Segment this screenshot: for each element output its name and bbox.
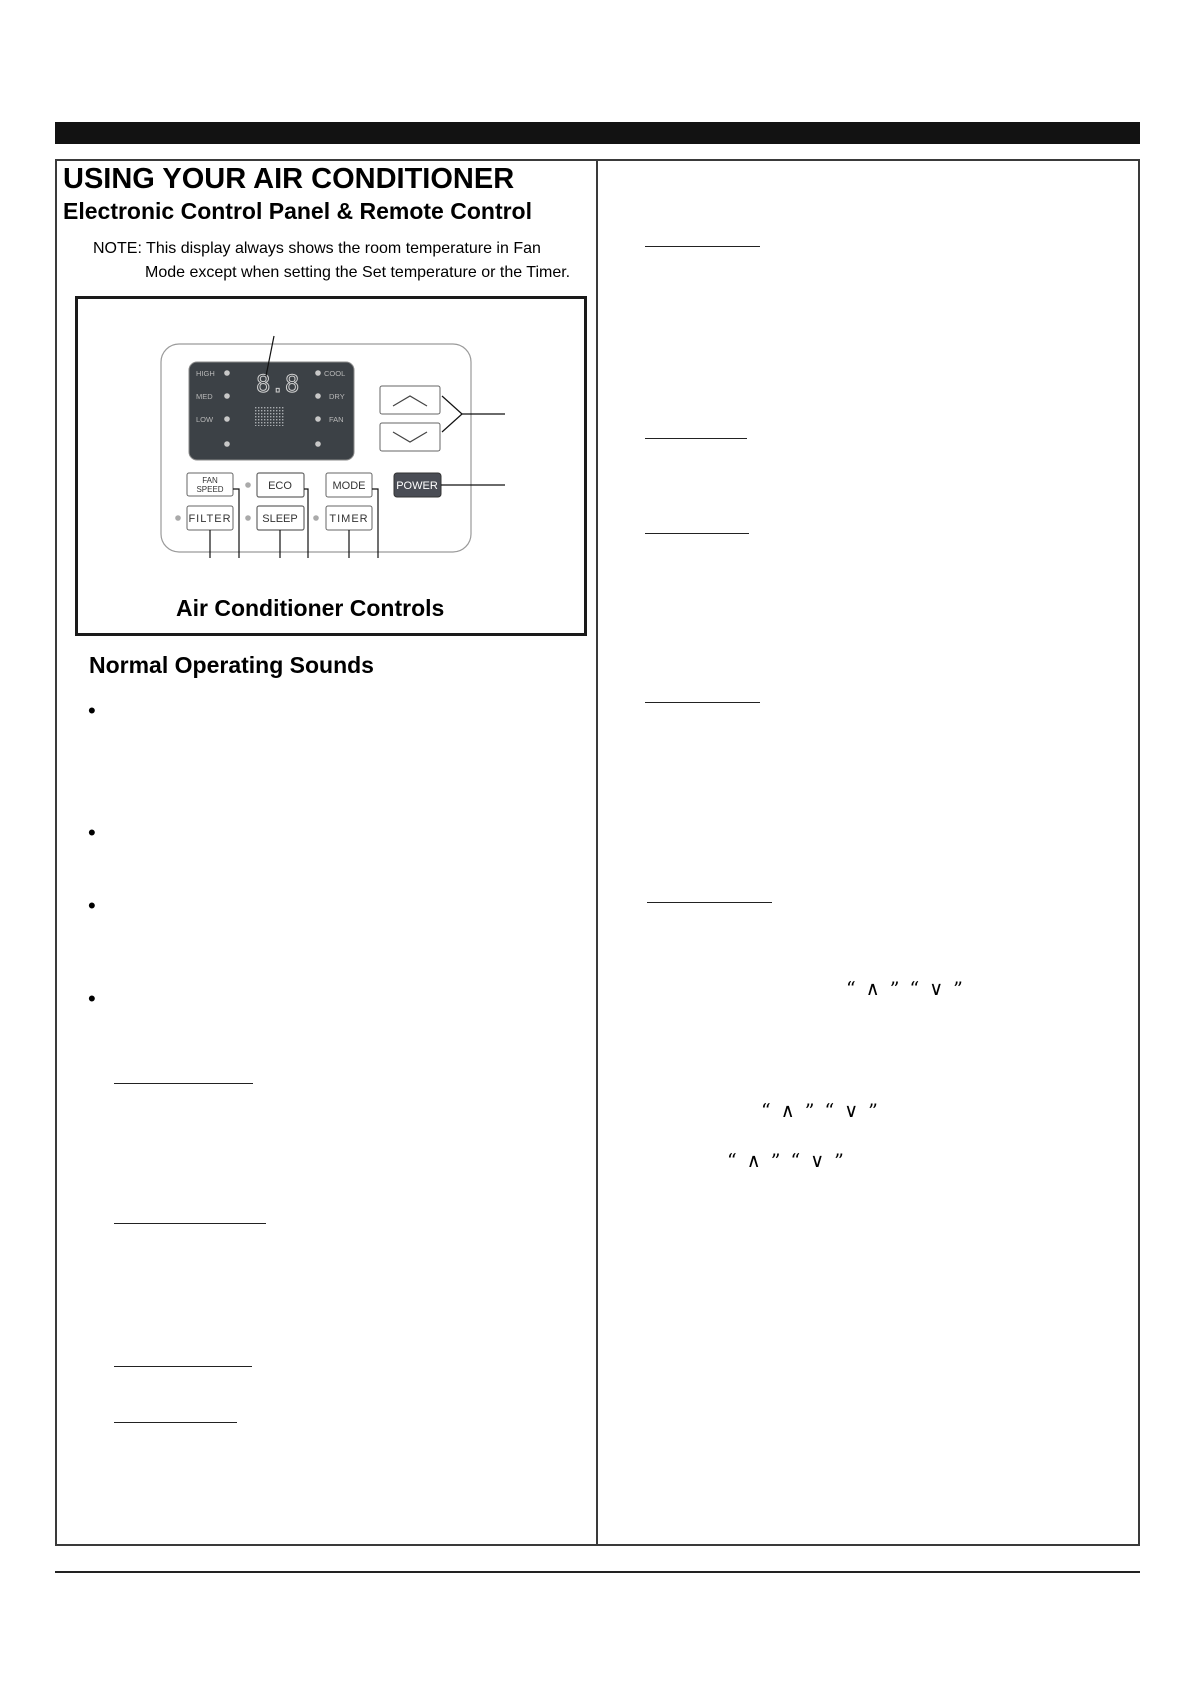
- indicator-fan-label: FAN: [329, 415, 344, 424]
- underline-rule: [645, 702, 760, 703]
- underline-rule: [645, 246, 760, 247]
- figure-caption: Air Conditioner Controls: [176, 595, 445, 621]
- indicator-dry-label: DRY: [329, 392, 345, 401]
- header-bar: [55, 122, 1140, 144]
- timer-label: TIMER: [329, 513, 369, 525]
- indicator-cool-led: [315, 370, 321, 376]
- bullet-2: •: [88, 820, 96, 845]
- sleep-label: SLEEP: [262, 513, 298, 525]
- arrow-symbols-ref-3: “ ∧ ” “ ∨ ”: [727, 1150, 846, 1172]
- bullet-4: •: [88, 986, 96, 1011]
- section-heading-sounds: Normal Operating Sounds: [89, 652, 374, 678]
- right-column-frame: [596, 159, 1140, 1546]
- fan-speed-label-line1: FAN: [202, 476, 218, 485]
- arrow-symbols-ref-1: “ ∧ ” “ ∨ ”: [846, 978, 965, 1000]
- bullet-3: •: [88, 893, 96, 918]
- underline-rule: [645, 438, 747, 439]
- note-line-1: NOTE: This display always shows the room temperature in Fan: [93, 240, 541, 257]
- indicator-high-led: [224, 370, 230, 376]
- note-line-2: Mode except when setting the Set temperature or the Timer.: [145, 264, 571, 281]
- mode-label: MODE: [332, 480, 366, 492]
- indicator-cool-label: COOL: [324, 369, 346, 378]
- display-dot-matrix: [255, 406, 285, 426]
- indicator-fan-led: [315, 416, 321, 422]
- display-digits: 8.8: [256, 370, 300, 398]
- fan-speed-label-line2: SPEED: [196, 485, 224, 494]
- sleep-led: [245, 515, 251, 521]
- underline-rule: [114, 1083, 253, 1084]
- eco-label: ECO: [268, 480, 292, 492]
- page-title: USING YOUR AIR CONDITIONER: [63, 163, 515, 195]
- up-button[interactable]: [380, 386, 440, 414]
- power-label: POWER: [396, 480, 438, 492]
- underline-rule: [114, 1422, 237, 1423]
- indicator-high-label: HIGH: [196, 369, 215, 378]
- underline-rule: [645, 533, 749, 534]
- indicator-med-led: [224, 393, 230, 399]
- bullet-1: •: [88, 698, 96, 723]
- arrow-symbols-ref-2: “ ∧ ” “ ∨ ”: [761, 1100, 880, 1122]
- underline-rule: [647, 902, 772, 903]
- underline-rule: [114, 1366, 252, 1367]
- filter-label: FILTER: [188, 513, 232, 525]
- indicator-dry-led: [315, 393, 321, 399]
- control-panel-diagram: [75, 296, 587, 636]
- indicator-right-extra-led: [315, 441, 321, 447]
- eco-led: [245, 482, 251, 488]
- down-button[interactable]: [380, 423, 440, 451]
- indicator-left-extra-led: [224, 441, 230, 447]
- timer-led: [313, 515, 319, 521]
- page-subtitle: Electronic Control Panel & Remote Control: [63, 198, 532, 224]
- filter-led: [175, 515, 181, 521]
- underline-rule: [114, 1223, 266, 1224]
- indicator-med-label: MED: [196, 392, 213, 401]
- indicator-low-label: LOW: [196, 415, 214, 424]
- indicator-low-led: [224, 416, 230, 422]
- footer-rule: [55, 1571, 1140, 1573]
